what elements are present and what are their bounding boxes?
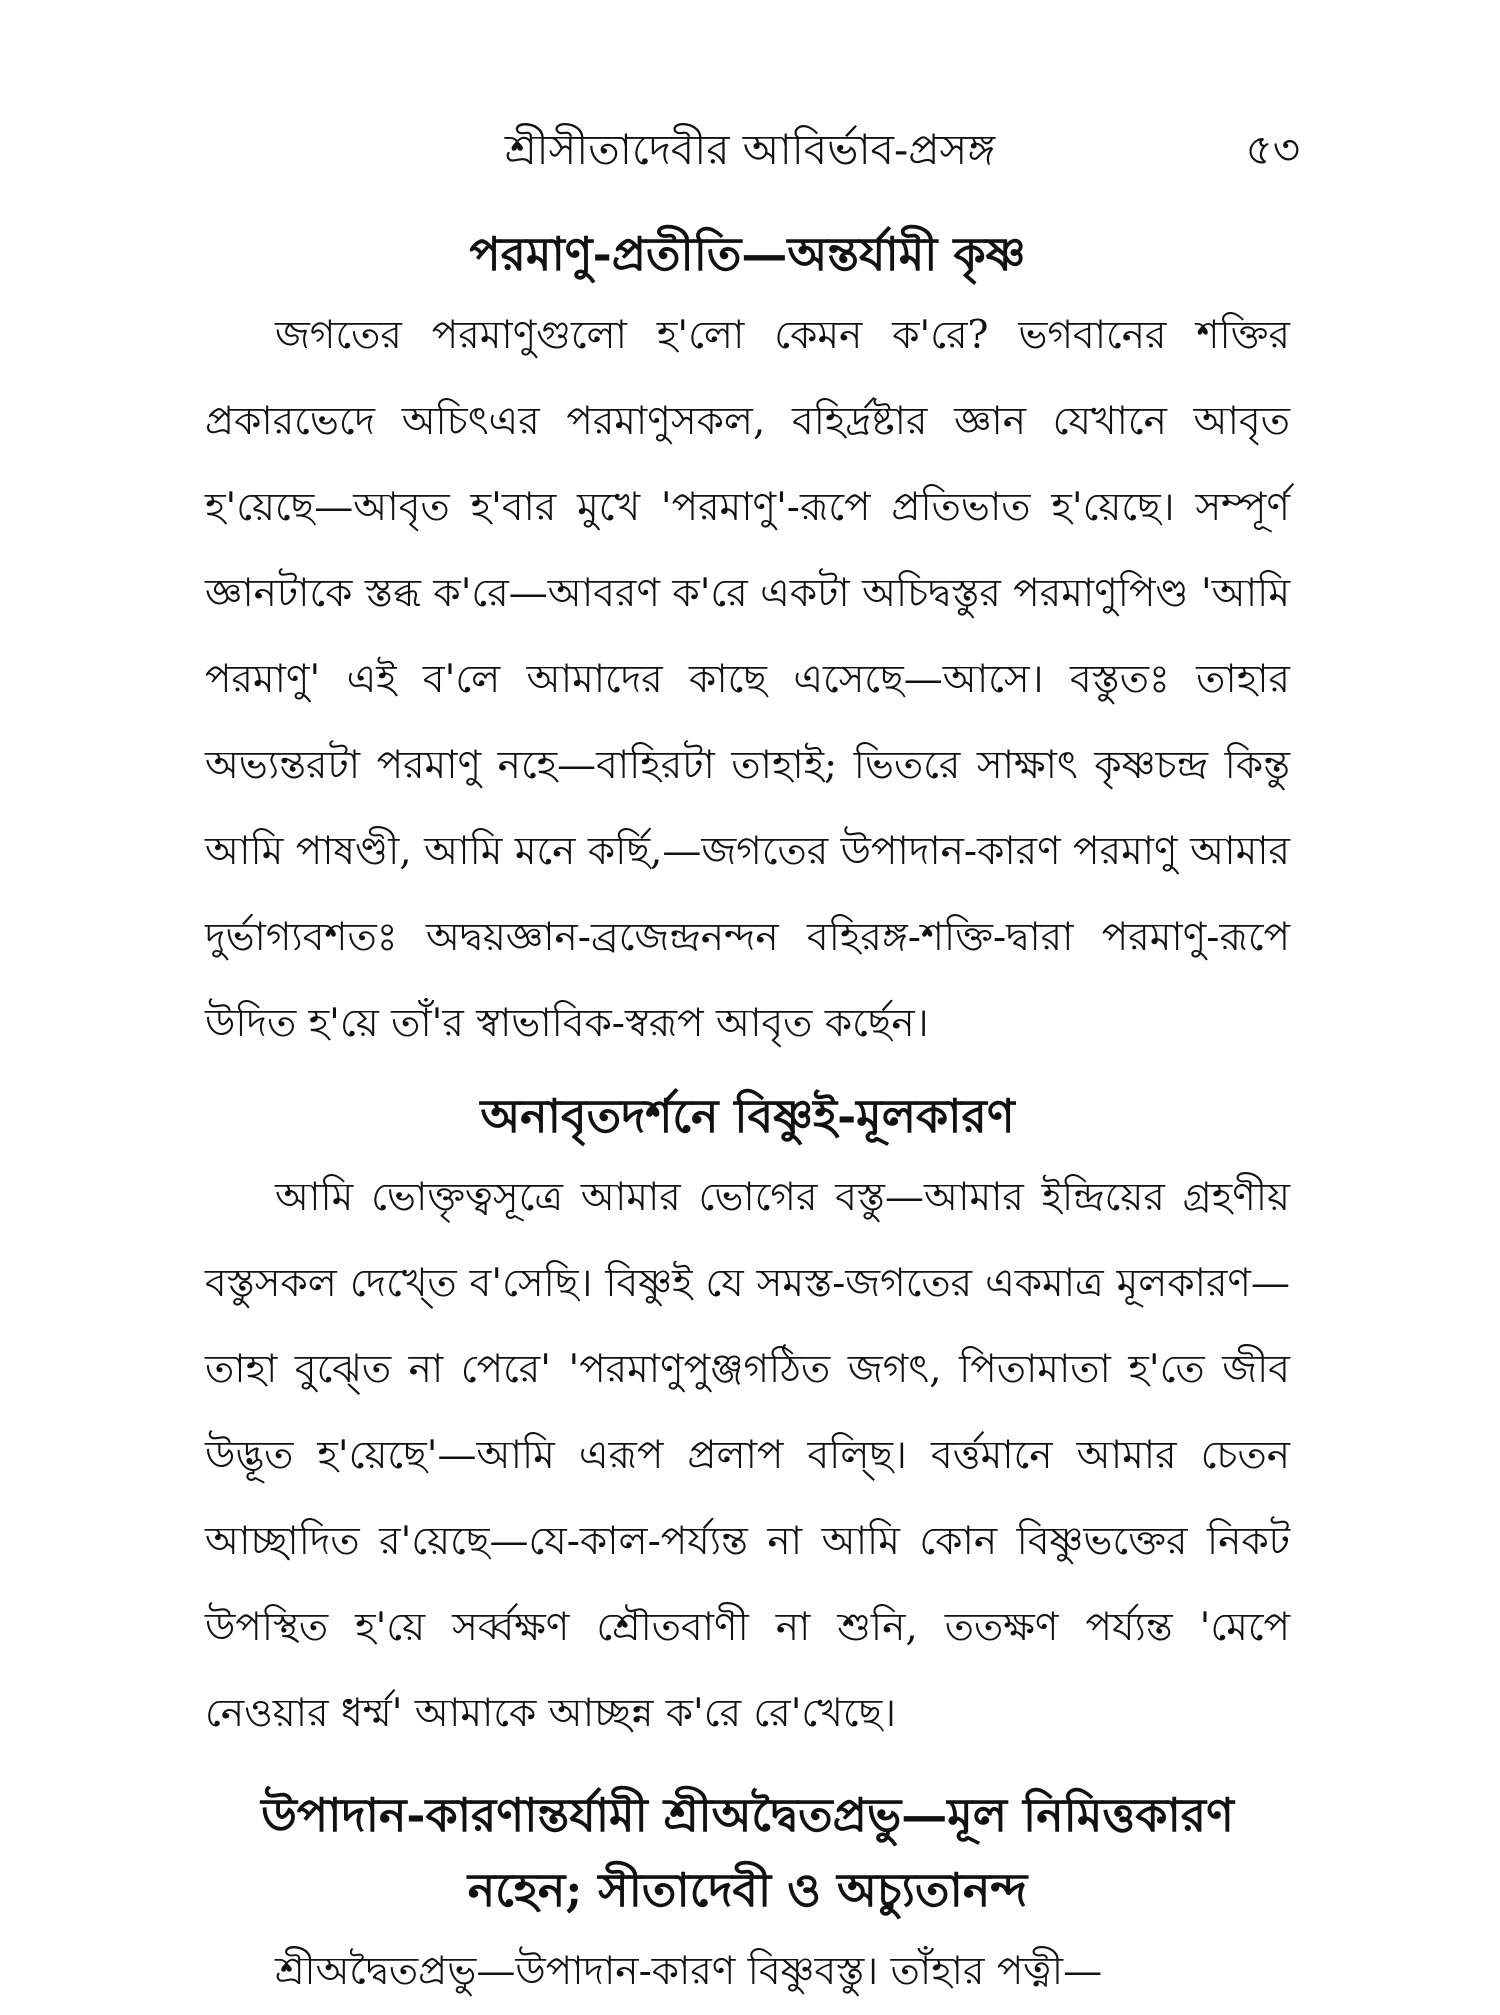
section-heading-1: পরমাণু-প্রতীতি—অন্তর্যামী কৃষ্ণ [469, 227, 1026, 281]
running-header [200, 120, 1300, 180]
section-heading-3-line-1: উপাদান-কারণান্তর্যামী শ্রীঅদ্বৈতপ্রভু—মূল নিমিত্তকারণ [261, 1788, 1234, 1842]
section-paragraph-3: শ্রীঅদ্বৈতপ্রভু—উপাদান-কারণ বিষ্ণুবস্তু। তাঁহার পত্নী— [275, 1949, 1103, 1994]
section-heading-3-line-2: নহেন; সীতাদেবী ও অচ্যুতানন্দ [467, 1863, 1028, 1917]
section-paragraph-2: আমি ভোক্তৃত্বসূত্রে আমার ভোগের বস্তু—আমার ইন্দ্রিয়ের গ্রহণীয় বস্তুসকল দেখ্তে ব'সেছি। বিষ্ণুই যে সমস্ত-জগতের একমাত্র মূলকারণ—তাহা বুঝ্তে না পেরে' 'পরমাণুপুঞ্জগঠিত জগৎ, পিতামাতা হ'তে জীব উদ্ভূত হ'য়েছে'—আমি এরূপ প্রলাপ বল্ছি। বর্ত্তমানে আমার চেতন আচ্ছাদিত র'য়েছে—যে-কাল-পর্য্যন্ত না আমি কোন বিষ্ণুভক্তের নিকট উপস্থিত হ'য়ে সর্ব্বক্ষণ শ্রৌতবাণী না শুনি, ততক্ষণ পর্য্যন্ত 'মেপে নেওয়ার ধর্ম্ম' আমাকে আচ্ছন্ন ক'রে রে'খেছে। [205, 1175, 1290, 1736]
section-paragraph-1: জগতের পরমাণুগুলো হ'লো কেমন ক'রে? ভগবানের শক্তির প্রকারভেদে অচিৎএর পরমাণুসকল, বহির্দ্রষ্টার জ্ঞান যেখানে আবৃত হ'য়েছে—আবৃত হ'বার মুখে 'পরমাণু'-রূপে প্রতিভাত হ'য়েছে। সম্পূর্ণ জ্ঞানটাকে স্তব্ধ ক'রে—আবরণ ক'রে একটা অচিদ্বস্তুর পরমাণুপিণ্ড 'আমি পরমাণু' এই ব'লে আমাদের কাছে এসেছে—আসে। বস্তুতঃ তাহার অভ্যন্তরটা পরমাণু নহে—বাহিরটা তাহাই; ভিতরে সাক্ষাৎ কৃষ্ণচন্দ্র কিন্তু আমি পাষণ্ডী, আমি মনে কর্ছি,—জগতের উপাদান-কারণ পরমাণু আমার দুর্ভাগ্যবশতঃ অদ্বয়জ্ঞান-ব্রজেন্দ্রনন্দন বহিরঙ্গ-শক্তি-দ্বারা পরমাণু-রূপে উদিত হ'য়ে তাঁ'র স্বাভাবিক-স্বরূপ আবৃত কর্ছেন। [205, 313, 1290, 1046]
section-heading-2: অনাবৃতদর্শনে বিষ্ণুই-মূলকারণ [480, 1089, 1015, 1143]
running-title: শ্রীসীতাদেবীর আবির্ভাব-প্রসঙ্গ [504, 125, 996, 174]
page-number: ৫৩ [1245, 125, 1300, 174]
page-body [205, 215, 1290, 2015]
